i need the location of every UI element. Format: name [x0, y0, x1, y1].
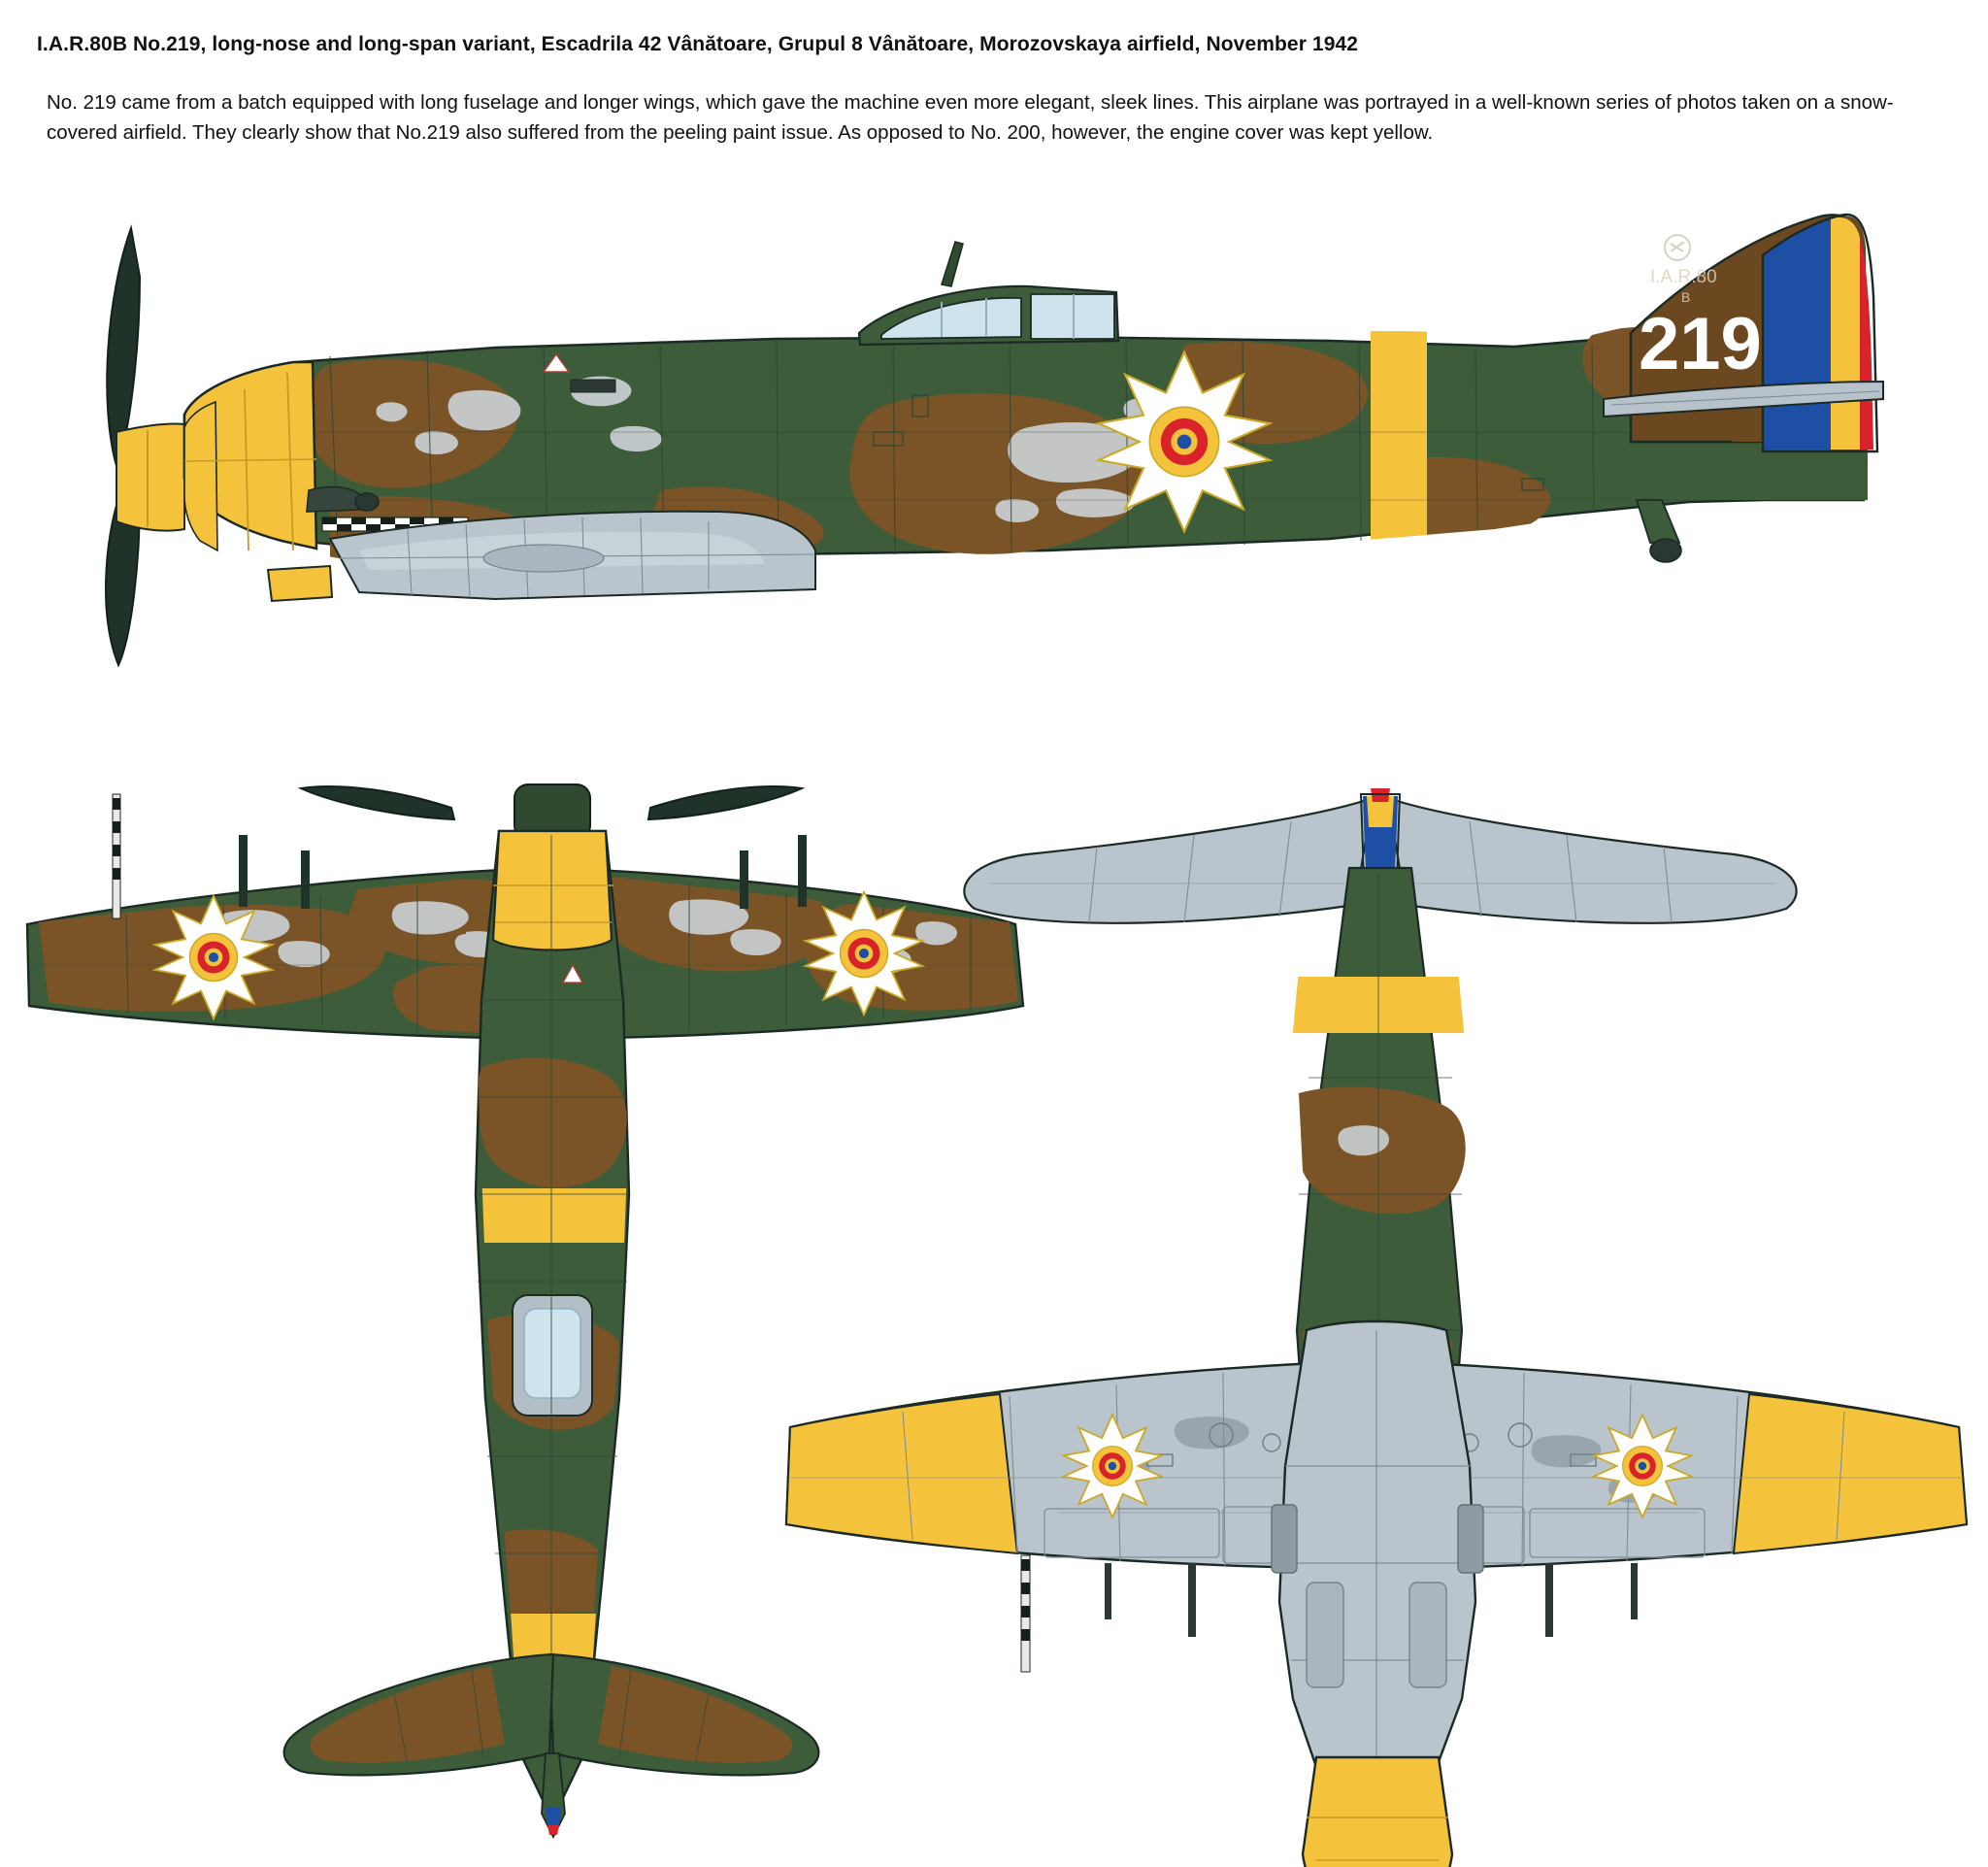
type-sublabel: B [1681, 289, 1691, 305]
rudder-flag [1763, 215, 1877, 451]
manufacturer-emblem [1665, 235, 1690, 260]
tail-wheel [1637, 500, 1681, 562]
antenna-mast [942, 242, 963, 286]
type-label: I.A.R.80 [1650, 267, 1717, 287]
pitot-tube [113, 794, 120, 918]
side-profile-view [39, 209, 1912, 617]
bottom-plan-view [767, 786, 1980, 1864]
pitot-tube-bottom [1021, 1555, 1030, 1672]
tail-fin-rudder [1631, 215, 1877, 451]
spinner [116, 424, 184, 531]
side-profile-artwork [39, 209, 1912, 617]
fuselage [184, 215, 1883, 601]
page-description: No. 219 came from a batch equipped with long fuselage and longer wings, which gave the machine even more elegant, sleek lines. This airplane was portrayed in a well-known series of photos taken on a snow-covered airfield. They clearly show that No.219 also suffered from the peeling paint issue. As opposed to No. 200, however, the engine cover was kept yellow. [47, 91, 1894, 145]
bottom-plan-artwork [767, 786, 1980, 1864]
cockpit-canopy [859, 286, 1118, 345]
cockpit-canopy-top [513, 1295, 592, 1416]
serial-number: 219 [1639, 303, 1762, 385]
page-title: I.A.R.80B No.219, long-nose and long-span variant, Escadrila 42 Vânătoare, Grupul 8 Vânătoare, Morozovskaya airfield, November 1942 [37, 33, 1359, 55]
